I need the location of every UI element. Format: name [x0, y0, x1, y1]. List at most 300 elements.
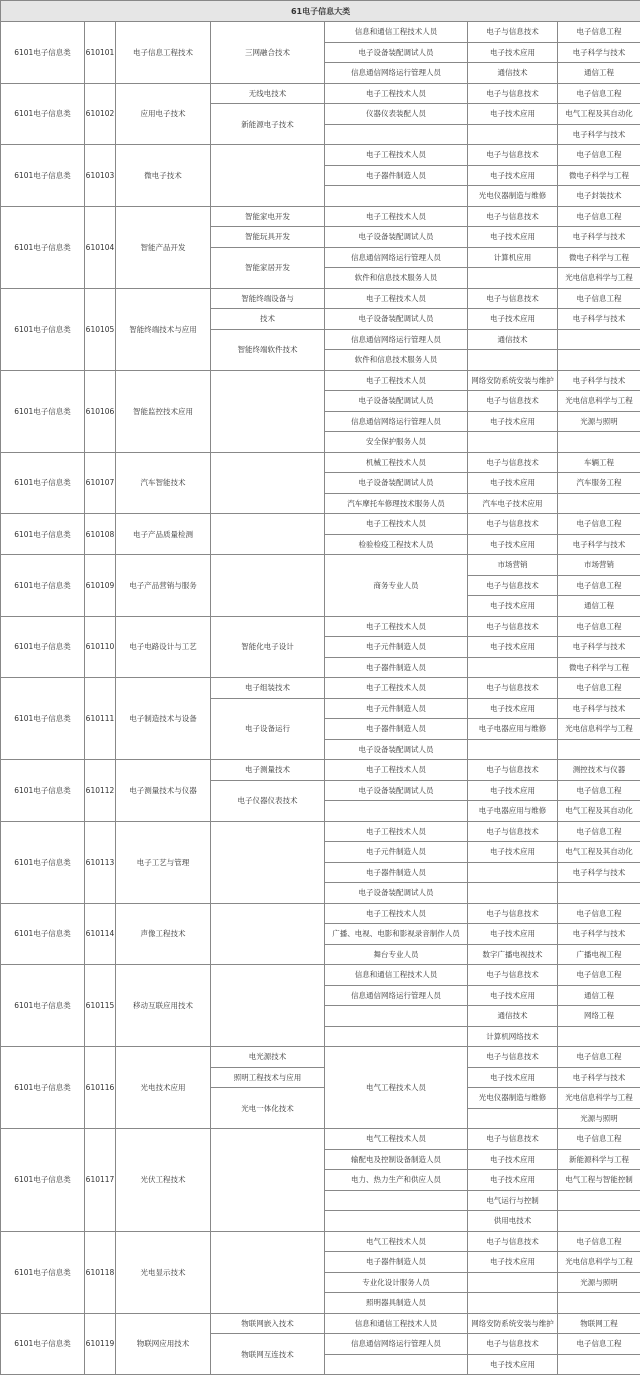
occupation-cell: 电子工程技术人员 [325, 616, 468, 637]
table-row [1, 1129, 640, 1150]
secondary-major-cell: 计算机网络技术 [468, 1026, 558, 1047]
secondary-major-cell [468, 883, 558, 904]
code-cell: 610118 [85, 1231, 116, 1313]
secondary-major-cell: 电子与信息技术 [468, 616, 558, 637]
undergraduate-major-cell: 电子科学与技术 [558, 227, 640, 248]
occupation-cell: 商务专业人员 [325, 555, 468, 617]
undergraduate-major-cell: 电子科学与技术 [558, 924, 640, 945]
secondary-major-cell: 电子与信息技术 [468, 22, 558, 43]
occupation-cell: 电子设备装配调试人员 [325, 309, 468, 330]
major-name-cell: 电子工艺与管理 [116, 821, 211, 903]
sub-direction-cell: 三网融合技术 [211, 22, 325, 84]
undergraduate-major-cell [558, 739, 640, 760]
category-cell: 6101电子信息类 [1, 678, 85, 760]
code-cell: 610112 [85, 760, 116, 822]
undergraduate-major-cell [558, 350, 640, 371]
sub-direction-cell: 智能终端软件技术 [211, 329, 325, 370]
undergraduate-major-cell: 电子封装技术 [558, 186, 640, 207]
secondary-major-cell: 电子技术应用 [468, 1170, 558, 1191]
occupation-cell: 信息通信网络运行管理人员 [325, 985, 468, 1006]
occupation-cell: 电力、热力生产和供应人员 [325, 1170, 468, 1191]
sub-direction-cell: 电子组装技术 [211, 678, 325, 699]
undergraduate-major-cell: 电子科学与技术 [558, 698, 640, 719]
secondary-major-cell: 电子与信息技术 [468, 145, 558, 166]
secondary-major-cell: 电子技术应用 [468, 842, 558, 863]
occupation-cell: 仪器仪表装配人员 [325, 104, 468, 125]
undergraduate-major-cell: 微电子科学与工程 [558, 247, 640, 268]
secondary-major-cell: 汽车电子技术应用 [468, 493, 558, 514]
undergraduate-major-cell: 新能源科学与工程 [558, 1149, 640, 1170]
table-row [1, 452, 640, 473]
occupation-cell: 信息和通信工程技术人员 [325, 965, 468, 986]
category-cell: 6101电子信息类 [1, 821, 85, 903]
code-cell: 610104 [85, 206, 116, 288]
secondary-major-cell: 电子与信息技术 [468, 288, 558, 309]
undergraduate-major-cell: 电子信息工程 [558, 575, 640, 596]
secondary-major-cell [468, 268, 558, 289]
table-row [1, 1047, 640, 1068]
category-cell: 6101电子信息类 [1, 616, 85, 678]
sub-direction-cell: 智能化电子设计 [211, 616, 325, 678]
undergraduate-major-cell: 光源与照明 [558, 1272, 640, 1293]
occupation-cell: 输配电及控制设备制造人员 [325, 1149, 468, 1170]
secondary-major-cell: 通信技术 [468, 1006, 558, 1027]
undergraduate-major-cell: 电子信息工程 [558, 903, 640, 924]
undergraduate-major-cell: 电子科学与技术 [558, 370, 640, 391]
sub-direction-cell [211, 145, 325, 207]
occupation-cell: 电子设备装配调试人员 [325, 391, 468, 412]
secondary-major-cell: 网络安防系统安装与维护 [468, 370, 558, 391]
secondary-major-cell: 市场营销 [468, 555, 558, 576]
undergraduate-major-cell: 电子信息工程 [558, 821, 640, 842]
occupation-cell [325, 1006, 468, 1027]
undergraduate-major-cell: 电子信息工程 [558, 206, 640, 227]
undergraduate-major-cell: 光电信息科学与工程 [558, 719, 640, 740]
undergraduate-major-cell: 光源与照明 [558, 411, 640, 432]
code-cell: 610117 [85, 1129, 116, 1232]
undergraduate-major-cell: 电子信息工程 [558, 145, 640, 166]
secondary-major-cell [468, 124, 558, 145]
category-cell: 6101电子信息类 [1, 288, 85, 370]
major-name-cell: 电子制造技术与设备 [116, 678, 211, 760]
undergraduate-major-cell: 网络工程 [558, 1006, 640, 1027]
sub-direction-cell: 电子设备运行 [211, 698, 325, 760]
occupation-cell: 安全保护服务人员 [325, 432, 468, 453]
secondary-major-cell: 电子与信息技术 [468, 83, 558, 104]
occupation-cell: 电子设备装配调试人员 [325, 883, 468, 904]
undergraduate-major-cell: 物联网工程 [558, 1313, 640, 1334]
secondary-major-cell: 电子技术应用 [468, 985, 558, 1006]
undergraduate-major-cell: 通信工程 [558, 985, 640, 1006]
occupation-cell: 信息通信网络运行管理人员 [325, 1334, 468, 1355]
major-name-cell: 电子信息工程技术 [116, 22, 211, 84]
category-cell: 6101电子信息类 [1, 145, 85, 207]
category-cell: 6101电子信息类 [1, 83, 85, 145]
table-row [1, 903, 640, 924]
occupation-cell [325, 1354, 468, 1375]
sub-direction-cell: 智能家居开发 [211, 247, 325, 288]
code-cell: 610115 [85, 965, 116, 1047]
undergraduate-major-cell [558, 493, 640, 514]
undergraduate-major-cell [558, 1190, 640, 1211]
undergraduate-major-cell: 电子科学与技术 [558, 1067, 640, 1088]
sub-direction-cell [211, 514, 325, 555]
occupation-cell [325, 801, 468, 822]
table-row [1, 206, 640, 227]
undergraduate-major-cell: 电子科学与技术 [558, 309, 640, 330]
category-cell: 6101电子信息类 [1, 1313, 85, 1375]
code-cell: 610111 [85, 678, 116, 760]
undergraduate-major-cell: 光电信息科学与工程 [558, 268, 640, 289]
secondary-major-cell: 数字广播电视技术 [468, 944, 558, 965]
sub-direction-cell: 技术 [211, 309, 325, 330]
secondary-major-cell: 电子技术应用 [468, 924, 558, 945]
occupation-cell: 检验检疫工程技术人员 [325, 534, 468, 555]
secondary-major-cell: 电子与信息技术 [468, 903, 558, 924]
sub-direction-cell [211, 903, 325, 965]
secondary-major-cell [468, 657, 558, 678]
occupation-cell [325, 1026, 468, 1047]
secondary-major-cell: 电子与信息技术 [468, 575, 558, 596]
undergraduate-major-cell: 电子信息工程 [558, 22, 640, 43]
secondary-major-cell: 电子技术应用 [468, 309, 558, 330]
undergraduate-major-cell: 电子科学与技术 [558, 42, 640, 63]
occupation-cell: 电气工程技术人员 [325, 1231, 468, 1252]
secondary-major-cell: 电子与信息技术 [468, 514, 558, 535]
occupation-cell: 电子器件制造人员 [325, 1252, 468, 1273]
code-cell: 610114 [85, 903, 116, 965]
undergraduate-major-cell: 电气工程与智能控制 [558, 1170, 640, 1191]
occupation-cell: 电子工程技术人员 [325, 145, 468, 166]
occupation-cell: 电子元件制造人员 [325, 698, 468, 719]
secondary-major-cell: 电子与信息技术 [468, 678, 558, 699]
secondary-major-cell [468, 1293, 558, 1314]
category-cell: 6101电子信息类 [1, 370, 85, 452]
major-name-cell: 声像工程技术 [116, 903, 211, 965]
major-name-cell: 微电子技术 [116, 145, 211, 207]
code-cell: 610119 [85, 1313, 116, 1375]
occupation-cell: 软件和信息技术服务人员 [325, 350, 468, 371]
sub-direction-cell: 照明工程技术与应用 [211, 1067, 325, 1088]
code-cell: 610116 [85, 1047, 116, 1129]
occupation-cell: 电子工程技术人员 [325, 288, 468, 309]
table-row [1, 370, 640, 391]
undergraduate-major-cell: 电子科学与技术 [558, 124, 640, 145]
occupation-cell: 信息和通信工程技术人员 [325, 1313, 468, 1334]
sub-direction-cell: 光电一体化技术 [211, 1088, 325, 1129]
undergraduate-major-cell: 光电信息科学与工程 [558, 1252, 640, 1273]
sub-direction-cell [211, 452, 325, 514]
undergraduate-major-cell: 光电信息科学与工程 [558, 391, 640, 412]
secondary-major-cell: 电子与信息技术 [468, 821, 558, 842]
undergraduate-major-cell: 车辆工程 [558, 452, 640, 473]
secondary-major-cell: 供用电技术 [468, 1211, 558, 1232]
sub-direction-cell [211, 1231, 325, 1313]
occupation-cell: 电子工程技术人员 [325, 206, 468, 227]
table-row [1, 1313, 640, 1334]
sub-direction-cell: 智能终端设备与 [211, 288, 325, 309]
occupation-cell: 电子设备装配调试人员 [325, 42, 468, 63]
occupation-cell: 电子工程技术人员 [325, 903, 468, 924]
category-cell: 6101电子信息类 [1, 760, 85, 822]
code-cell: 610105 [85, 288, 116, 370]
secondary-major-cell [468, 739, 558, 760]
sub-direction-cell: 电子测量技术 [211, 760, 325, 781]
code-cell: 610106 [85, 370, 116, 452]
table-row [1, 514, 640, 535]
sub-direction-cell [211, 965, 325, 1047]
major-name-cell: 光电显示技术 [116, 1231, 211, 1313]
secondary-major-cell [468, 862, 558, 883]
undergraduate-major-cell: 电气工程及其自动化 [558, 842, 640, 863]
table-body [1, 1, 640, 1375]
occupation-cell: 电子工程技术人员 [325, 821, 468, 842]
major-name-cell: 应用电子技术 [116, 83, 211, 145]
undergraduate-major-cell: 电子科学与技术 [558, 534, 640, 555]
undergraduate-major-cell: 电子信息工程 [558, 83, 640, 104]
secondary-major-cell: 电子技术应用 [468, 473, 558, 494]
secondary-major-cell: 电子与信息技术 [468, 760, 558, 781]
occupation-cell: 信息通信网络运行管理人员 [325, 329, 468, 350]
undergraduate-major-cell: 电子信息工程 [558, 616, 640, 637]
table-row [1, 555, 640, 576]
secondary-major-cell: 电子与信息技术 [468, 1231, 558, 1252]
occupation-cell: 电子工程技术人员 [325, 678, 468, 699]
category-cell: 6101电子信息类 [1, 1047, 85, 1129]
occupation-cell: 电气工程技术人员 [325, 1129, 468, 1150]
sub-direction-cell [211, 1129, 325, 1232]
code-cell: 610108 [85, 514, 116, 555]
category-cell: 6101电子信息类 [1, 1231, 85, 1313]
secondary-major-cell: 电子技术应用 [468, 698, 558, 719]
table-row [1, 288, 640, 309]
secondary-major-cell: 电子技术应用 [468, 780, 558, 801]
code-cell: 610113 [85, 821, 116, 903]
undergraduate-major-cell [558, 1211, 640, 1232]
occupation-cell: 电子设备装配调试人员 [325, 473, 468, 494]
category-cell: 6101电子信息类 [1, 965, 85, 1047]
major-name-cell: 电子产品质量检测 [116, 514, 211, 555]
code-cell: 610101 [85, 22, 116, 84]
major-name-cell: 汽车智能技术 [116, 452, 211, 514]
undergraduate-major-cell: 电子科学与技术 [558, 862, 640, 883]
secondary-major-cell: 电子技术应用 [468, 104, 558, 125]
secondary-major-cell: 网络安防系统安装与维护 [468, 1313, 558, 1334]
secondary-major-cell: 电子技术应用 [468, 596, 558, 617]
undergraduate-major-cell: 电气工程及其自动化 [558, 801, 640, 822]
major-name-cell: 光伏工程技术 [116, 1129, 211, 1232]
secondary-major-cell: 电气运行与控制 [468, 1190, 558, 1211]
occupation-cell: 汽车摩托车修理技术服务人员 [325, 493, 468, 514]
table-row [1, 145, 640, 166]
occupation-cell: 电子元件制造人员 [325, 637, 468, 658]
secondary-major-cell: 电子技术应用 [468, 1149, 558, 1170]
category-cell: 6101电子信息类 [1, 903, 85, 965]
secondary-major-cell: 电子技术应用 [468, 1252, 558, 1273]
major-name-cell: 移动互联应用技术 [116, 965, 211, 1047]
sub-direction-cell: 智能家电开发 [211, 206, 325, 227]
secondary-major-cell: 电子与信息技术 [468, 1334, 558, 1355]
undergraduate-major-cell: 通信工程 [558, 63, 640, 84]
undergraduate-major-cell: 市场营销 [558, 555, 640, 576]
sub-direction-cell: 电光源技术 [211, 1047, 325, 1068]
occupation-cell: 信息通信网络运行管理人员 [325, 247, 468, 268]
sub-direction-cell: 智能玩具开发 [211, 227, 325, 248]
occupation-cell: 电子元件制造人员 [325, 842, 468, 863]
secondary-major-cell: 通信技术 [468, 329, 558, 350]
undergraduate-major-cell [558, 883, 640, 904]
major-name-cell: 电子产品营销与服务 [116, 555, 211, 617]
undergraduate-major-cell [558, 1354, 640, 1375]
occupation-cell: 电子设备装配调试人员 [325, 780, 468, 801]
occupation-cell [325, 124, 468, 145]
secondary-major-cell: 光电仪器制造与维修 [468, 1088, 558, 1109]
sub-direction-cell: 物联网嵌入技术 [211, 1313, 325, 1334]
major-name-cell: 物联网应用技术 [116, 1313, 211, 1375]
undergraduate-major-cell: 电子信息工程 [558, 1047, 640, 1068]
major-name-cell: 智能产品开发 [116, 206, 211, 288]
occupation-cell: 电子器件制造人员 [325, 862, 468, 883]
secondary-major-cell: 电子技术应用 [468, 637, 558, 658]
category-cell: 6101电子信息类 [1, 22, 85, 84]
occupation-cell: 专业化设计服务人员 [325, 1272, 468, 1293]
code-cell: 610102 [85, 83, 116, 145]
undergraduate-major-cell: 电子信息工程 [558, 1334, 640, 1355]
secondary-major-cell: 电子与信息技术 [468, 1047, 558, 1068]
undergraduate-major-cell: 电子信息工程 [558, 965, 640, 986]
occupation-cell: 机械工程技术人员 [325, 452, 468, 473]
secondary-major-cell: 光电仪器制造与维修 [468, 186, 558, 207]
undergraduate-major-cell: 电子信息工程 [558, 1129, 640, 1150]
secondary-major-cell: 计算机应用 [468, 247, 558, 268]
undergraduate-major-cell [558, 1293, 640, 1314]
undergraduate-major-cell: 电子信息工程 [558, 678, 640, 699]
sub-direction-cell: 新能源电子技术 [211, 104, 325, 145]
occupation-cell: 电子工程技术人员 [325, 83, 468, 104]
code-cell: 610103 [85, 145, 116, 207]
sub-direction-cell [211, 370, 325, 452]
category-cell: 6101电子信息类 [1, 514, 85, 555]
undergraduate-major-cell: 微电子科学与工程 [558, 165, 640, 186]
undergraduate-major-cell: 电子信息工程 [558, 780, 640, 801]
secondary-major-cell: 电子与信息技术 [468, 1129, 558, 1150]
table-row [1, 821, 640, 842]
secondary-major-cell: 电子技术应用 [468, 411, 558, 432]
code-cell: 610107 [85, 452, 116, 514]
secondary-major-cell: 电子技术应用 [468, 1354, 558, 1375]
major-name-cell: 智能终端技术与应用 [116, 288, 211, 370]
secondary-major-cell: 电子技术应用 [468, 165, 558, 186]
secondary-major-cell [468, 1108, 558, 1129]
sub-direction-cell [211, 555, 325, 617]
major-name-cell: 电子电路设计与工艺 [116, 616, 211, 678]
table-title: 61电子信息大类 [1, 1, 640, 22]
occupation-cell: 电子工程技术人员 [325, 514, 468, 535]
secondary-major-cell: 电子技术应用 [468, 1067, 558, 1088]
undergraduate-major-cell: 电子信息工程 [558, 514, 640, 535]
occupation-cell [325, 1190, 468, 1211]
undergraduate-major-cell: 广播电视工程 [558, 944, 640, 965]
undergraduate-major-cell [558, 432, 640, 453]
category-cell: 6101电子信息类 [1, 555, 85, 617]
occupation-cell: 电子工程技术人员 [325, 370, 468, 391]
undergraduate-major-cell: 电子科学与技术 [558, 637, 640, 658]
sub-direction-cell: 电子仪器仪表技术 [211, 780, 325, 821]
undergraduate-major-cell [558, 1026, 640, 1047]
secondary-major-cell: 电子电器应用与维修 [468, 801, 558, 822]
undergraduate-major-cell: 电子信息工程 [558, 1231, 640, 1252]
occupation-cell: 照明器具制造人员 [325, 1293, 468, 1314]
secondary-major-cell [468, 350, 558, 371]
table-row [1, 22, 640, 43]
occupation-cell: 电气工程技术人员 [325, 1047, 468, 1129]
occupation-cell [325, 1211, 468, 1232]
category-cell: 6101电子信息类 [1, 1129, 85, 1232]
major-name-cell: 光电技术应用 [116, 1047, 211, 1129]
occupation-cell: 电子设备装配调试人员 [325, 739, 468, 760]
secondary-major-cell: 电子与信息技术 [468, 452, 558, 473]
secondary-major-cell: 电子电器应用与维修 [468, 719, 558, 740]
undergraduate-major-cell: 微电子科学与工程 [558, 657, 640, 678]
sub-direction-cell [211, 821, 325, 903]
secondary-major-cell: 电子技术应用 [468, 227, 558, 248]
secondary-major-cell: 电子技术应用 [468, 534, 558, 555]
occupation-cell: 软件和信息技术服务人员 [325, 268, 468, 289]
occupation-cell [325, 186, 468, 207]
undergraduate-major-cell: 光源与照明 [558, 1108, 640, 1129]
major-name-cell: 电子测量技术与仪器 [116, 760, 211, 822]
occupation-cell: 电子器件制造人员 [325, 657, 468, 678]
secondary-major-cell [468, 432, 558, 453]
undergraduate-major-cell: 通信工程 [558, 596, 640, 617]
undergraduate-major-cell: 测控技术与仪器 [558, 760, 640, 781]
occupation-cell: 电子器件制造人员 [325, 165, 468, 186]
table-row [1, 1231, 640, 1252]
category-cell: 6101电子信息类 [1, 452, 85, 514]
occupation-cell: 信息通信网络运行管理人员 [325, 411, 468, 432]
undergraduate-major-cell: 汽车服务工程 [558, 473, 640, 494]
occupation-cell: 信息通信网络运行管理人员 [325, 63, 468, 84]
category-cell: 6101电子信息类 [1, 206, 85, 288]
table-row [1, 616, 640, 637]
table-row [1, 83, 640, 104]
occupation-cell: 电子设备装配调试人员 [325, 227, 468, 248]
secondary-major-cell: 通信技术 [468, 63, 558, 84]
undergraduate-major-cell [558, 329, 640, 350]
code-cell: 610109 [85, 555, 116, 617]
undergraduate-major-cell: 电气工程及其自动化 [558, 104, 640, 125]
undergraduate-major-cell: 光电信息科学与工程 [558, 1088, 640, 1109]
secondary-major-cell: 电子与信息技术 [468, 391, 558, 412]
secondary-major-cell: 电子与信息技术 [468, 965, 558, 986]
code-cell: 610110 [85, 616, 116, 678]
undergraduate-major-cell: 电子信息工程 [558, 288, 640, 309]
occupation-cell: 电子器件制造人员 [325, 719, 468, 740]
table-row [1, 678, 640, 699]
secondary-major-cell: 电子与信息技术 [468, 206, 558, 227]
occupation-cell: 信息和通信工程技术人员 [325, 22, 468, 43]
table-row [1, 760, 640, 781]
secondary-major-cell [468, 1272, 558, 1293]
secondary-major-cell: 电子技术应用 [468, 42, 558, 63]
sub-direction-cell: 无线电技术 [211, 83, 325, 104]
sub-direction-cell: 物联网互连技术 [211, 1334, 325, 1375]
occupation-cell: 广播、电视、电影和影视录音制作人员 [325, 924, 468, 945]
title-row [1, 1, 640, 22]
major-name-cell: 智能监控技术应用 [116, 370, 211, 452]
occupation-cell: 舞台专业人员 [325, 944, 468, 965]
occupation-cell: 电子工程技术人员 [325, 760, 468, 781]
